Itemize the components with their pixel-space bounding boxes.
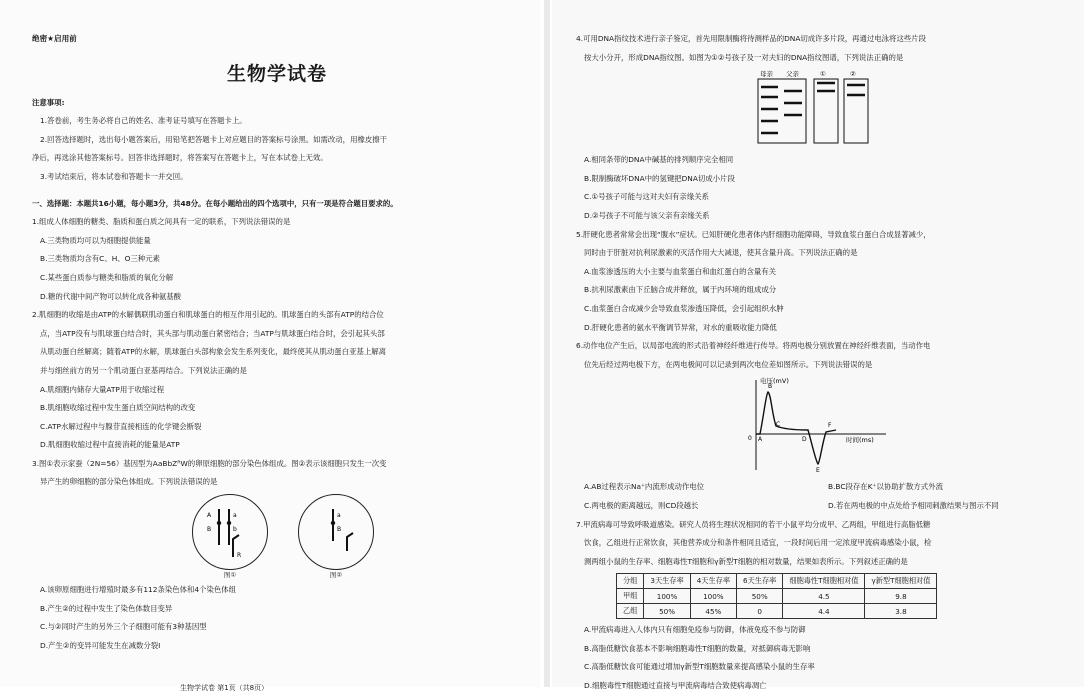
option: B.BC段存在K⁺以协助扩散方式外流 [828,482,943,492]
table-header: 3天生存率 [644,574,690,589]
table-cell: 0 [737,604,783,619]
option: A.三类物质均可以为细胞提供能量 [40,235,151,245]
table-cell: 100% [644,589,690,604]
centromere [227,521,231,525]
question-6-stem: 6.动作电位产生后，以局部电流的形式沿着神经纤维进行传导。将两电极分别放置在神经纤维表面，当动作电 [576,341,931,351]
figure-caption: 图① [223,571,237,580]
point-label: A [758,436,763,444]
option: B.限制酶破坏DNA中的氢键把DNA切成小片段 [584,173,735,183]
notice-line: 1.答卷前，考生务必将自己的姓名、准考证号填写在答题卡上。 [40,116,247,126]
question-2-stem: 点，当ATP没有与肌球蛋白结合时，其头部与肌动蛋白紧密结合；当ATP与肌球蛋白结合时，会引起其头部 [40,328,385,338]
table-cell: 50% [737,589,783,604]
question-7-stem: 测两组小鼠的生存率、细胞毒性T细胞和γ新型T细胞的相对数量，结果如表所示。下列叙述正确的是 [584,556,908,566]
notice-line: 净后，再选涂其他答案标号。回答非选择题时，将答案写在答题卡上，写在本试卷上无效。 [32,153,328,163]
table-cell: 甲组 [617,589,644,604]
table-header-row [617,574,937,589]
point-label: C [776,421,781,429]
question-4-stem: 4.可用DNA指纹技术进行亲子鉴定，首先用限制酶将待测样品的DNA切成许多片段，再通过电泳将这些片段 [576,34,927,43]
question-4-stem: 按大小分开，形成DNA指纹图。如图为①②号孩子及一对夫妇的DNA指纹图谱，下列说法正确的是 [584,52,904,62]
figure-2 [298,494,374,579]
option: C.与②同时产生的另外三个子细胞可能有3种基因型 [40,622,207,632]
option: C.ATP水解过程中与腺苷直接相连的化学键会断裂 [40,421,202,431]
option: A.该卵原细胞进行增殖时最多有112条染色体和4个染色体组 [40,585,237,595]
table-cell: 3.8 [865,604,937,619]
gene-label: B [337,526,342,534]
page-title: 生物学试卷 [226,62,327,85]
notice-title: 注意事项: [32,97,65,107]
chromosome-figures [32,494,522,579]
option: B.三类物质均含有C、H、O三种元素 [40,254,161,264]
table-cell: 乙组 [617,604,644,619]
point-label: E [816,467,820,475]
option-row [576,478,1064,497]
table-row [617,604,937,619]
point-label: B [768,383,773,391]
question-2-stem: 并与细丝前方的另一个肌动蛋白亚基再结合。下列说法正确的是 [40,365,247,375]
table-cell: 45% [690,604,736,619]
option: A.甲流病毒进入人体内只有细胞免疫参与防御，体液免疫不参与防御 [584,625,806,635]
egg-cell-diagram [298,494,374,570]
table-header: γ新型T细胞相对值 [865,574,937,589]
page-footer: 生物学试卷 第1页（共8页） [180,684,269,692]
question-2-stem: 2.肌细胞的收缩是由ATP的水解偶联肌动蛋白和肌球蛋白的相互作用引起的。肌球蛋白的头部有ATP的结合位 [32,310,384,320]
point-label: F [828,422,832,430]
question-3-stem: 3.图①表示家蚕（2N=56）基因型为AaBbZᴿW的卵原细胞的部分染色体组成。图②表示该细胞只发生一次变 [32,458,387,468]
chromosome-drawing [299,495,373,569]
sex-chromosome [347,533,353,551]
option: B.肌细胞收缩过程中发生蛋白质空间结构的改变 [40,403,196,413]
option: D.糖的代谢中间产物可以转化成各种氨基酸 [40,291,182,301]
lane-label: 父亲 [786,70,799,79]
question-5-stem: 同时由于肝脏对抗利尿激素的灭活作用大大减退，使其含量升高。下列说法正确的是 [584,248,858,258]
option: A.相同条带的DNA中碱基的排列顺序完全相同 [584,155,734,165]
centromere [331,521,335,525]
option: B.高脂低糖饮食基本不影响细胞毒性T细胞的数量，对抵御病毒无影响 [584,643,811,653]
notice-line: 2.回答选择题时，选出每小题答案后，用铅笔把答题卡上对应题目的答案标号涂黑。如需改动，用橡皮擦干 [40,134,388,144]
option: A.肌细胞内储存大量ATP用于收缩过程 [40,384,165,394]
lane-label: ① [820,70,826,79]
table-cell: 50% [644,604,690,619]
question-3-stem: 异产生的卵细胞的部分染色体组成。下列说法错误的是 [40,477,218,487]
dna-gel-drawing [756,69,876,145]
option: D.细胞毒性T细胞通过直接与甲流病毒结合致使病毒凋亡 [584,681,767,691]
lane-label: ② [850,70,856,79]
table-header: 细胞毒性T细胞相对值 [783,574,865,589]
question-7-stem: 饮食，乙组进行正常饮食，其他营养成分和条件相同且适宜，一段时间后用一定浓度甲流病毒感染小鼠，检 [584,538,932,548]
point-label: D [802,436,807,444]
potential-curve [746,374,896,474]
child-2-lane [844,79,868,143]
option: C.血浆蛋白合成减少会导致血浆渗透压降低，会引起组织水肿 [584,303,784,313]
gene-label: R [237,552,242,560]
section-heading: 一、选择题：本题共16小题，每小题3分，共48分。在每小题给出的四个选项中，只有一项是符合题目要求的。 [32,198,398,208]
exam-page-right [552,0,1084,691]
lane-label: 母亲 [760,70,773,79]
gene-label: a [337,512,341,520]
option: C.两电极的距离越远，则CD段越长 [584,500,699,510]
option: C.某些蛋白质参与糖类和脂质的氧化分解 [40,272,174,282]
dna-fingerprint-figure [756,69,1064,149]
gene-label: B [207,526,212,534]
exam-page-left [0,0,540,692]
gene-label: a [233,512,237,520]
question-2-stem: 从肌动蛋白丝解离；随着ATP的水解，肌球蛋白头部构象会发生系列变化，最终使其从肌动蛋白亚基上解离 [40,347,387,357]
option: D.肌细胞收缩过程中直接消耗的能量是ATP [40,440,180,450]
question-6-stem: 位先后经过两电极下方，在两电极间可以记录到两次电位差如图所示。下列说法错误的是 [584,359,873,369]
gene-label: b [233,526,237,534]
table-cell: 4.5 [783,589,865,604]
table-cell: 100% [690,589,736,604]
question-7-stem: 7.甲流病毒可导致呼吸道感染。研究人员将生理状况相同的若干小鼠平均分成甲、乙两组，甲组进行高脂低糖 [576,519,931,529]
table-cell: 4.4 [783,604,865,619]
potential-trace [756,392,836,464]
page-gap [544,0,550,687]
option: B.抗利尿激素由下丘脑合成并释放，属于内环境的组成成分 [584,285,777,295]
table-header: 分组 [617,574,644,589]
table-header: 4天生存率 [690,574,736,589]
chromosome-drawing [193,495,267,569]
confidential-mark: 绝密★启用前 [32,34,77,43]
point-label: 0 [748,435,752,443]
action-potential-figure [746,374,1064,478]
notice-line: 3.考试结束后，将本试卷和答题卡一并交回。 [40,171,188,181]
figure-caption: 图② [329,571,343,580]
results-table [616,573,937,619]
child-1-lane [814,79,838,143]
centromere [217,521,221,525]
gene-label: A [207,512,212,520]
option: B.产生②的过程中发生了染色体数目变异 [40,603,173,613]
table-row [617,589,937,604]
table-cell: 9.8 [865,589,937,604]
figure-1 [192,494,268,579]
option: D.肝硬化患者的氨水平衡调节异常，对水的重吸收能力降低 [584,322,777,332]
oocyte-cell-diagram [192,494,268,570]
option: C.高脂低糖饮食可能通过增加γ新型T细胞数量来提高感染小鼠的生存率 [584,662,815,672]
option: D.产生②的变异可能发生在减数分裂Ⅰ [40,640,161,650]
option-row [576,497,1064,516]
question-1-stem: 1.组成人体细胞的糖类、脂质和蛋白质之间具有一定的联系，下列说法错误的是 [32,217,291,227]
option: C.①号孩子可能与这对夫妇有亲缘关系 [584,192,709,202]
table-header: 6天生存率 [737,574,783,589]
y-axis-label: 电压(mV) [760,377,789,386]
option: A.血浆渗透压的大小主要与血浆蛋白和血红蛋白的含量有关 [584,266,777,276]
x-axis-label: 时间(ms) [846,436,874,445]
option: D.②号孩子不可能与该父亲有亲缘关系 [584,210,710,220]
option: D.若在两电极的中点处给予相同刺激结果与图示不同 [828,500,999,510]
option: A.AB过程表示Na⁺内流形成动作电位 [584,482,705,492]
question-5-stem: 5.肝硬化患者常常会出现“腹水”症状。已知肝硬化患者体内肝细胞功能障碍，导致血浆白蛋白合成显著减少， [576,229,931,239]
